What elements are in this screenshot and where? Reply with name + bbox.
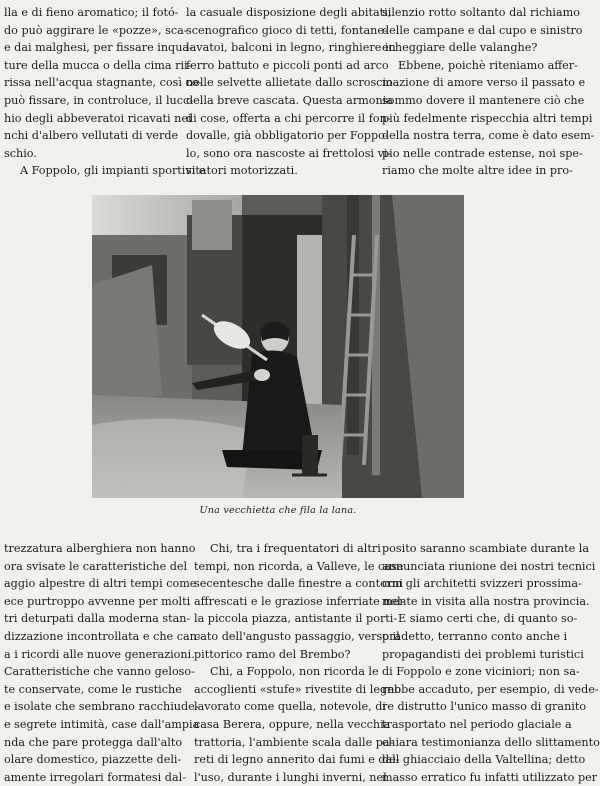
text-line: a i ricordi alle nuove generazioni. xyxy=(4,647,195,661)
text-line: la casuale disposizione degli abitati, xyxy=(186,6,392,19)
text-line: e isolate che sembrano racchiude- xyxy=(4,700,199,714)
text-line: di Foppolo e zone viciniori; non sa- xyxy=(382,665,580,679)
text-line: la piccola piazza, antistante il porti- xyxy=(194,612,398,626)
text-line: olare domestico, piazzette deli- xyxy=(4,753,182,767)
text-line: A Foppolo, gli impianti sportivi e xyxy=(20,164,206,178)
text-line: rebbe accaduto, per esempio, di vede- xyxy=(382,682,599,696)
text-line: aggio alpestre di altri tempi come xyxy=(4,577,197,591)
text-line: delle campane e dal cupo e sinistro xyxy=(382,23,583,37)
text-line: della breve cascata. Questa armonia xyxy=(186,93,393,107)
text-line: chiara testimonianza dello slittamento xyxy=(382,735,600,749)
text-line: propagandisti dei problemi turistici xyxy=(382,647,584,661)
text-line: schio. xyxy=(4,146,37,160)
text-line: mazione di amore verso il passato e xyxy=(382,76,586,90)
text-line: più fedelmente rispecchia altri tempi xyxy=(382,111,593,125)
text-line: Caratteristiche che vanno geloso- xyxy=(4,665,195,679)
text-line: rissa nell'acqua stagnante, così co- xyxy=(4,76,203,90)
text-line: ora svisate le caratteristiche del xyxy=(4,559,188,573)
text-line: reti di legno annerito dai fumi e dal- xyxy=(194,753,400,767)
text-line: nda che pare protegga dall'alto xyxy=(4,735,183,749)
text-line: Ebbene, poichè riteniamo affer- xyxy=(398,58,578,72)
bottom-column-middle xyxy=(194,540,405,786)
text-line: sitatori motorizzati. xyxy=(186,164,298,178)
photograph-old-woman-spinning xyxy=(92,195,464,498)
text-line: trezzatura alberghiera non hanno xyxy=(4,542,196,555)
text-line: dovalle, già obbligatorio per Foppo- xyxy=(186,129,389,143)
text-line: re distrutto l'unico masso di granito xyxy=(382,700,587,714)
text-line: secentesche dalle finestre a contorni xyxy=(194,577,403,591)
text-line: e segrete intimità, case dall'ampia xyxy=(4,717,200,731)
text-line: te conservate, come le rustiche xyxy=(4,682,182,696)
text-line: dizzazione incontrollata e che can- xyxy=(4,629,201,643)
text-line: Chi, a Foppolo, non ricorda le xyxy=(210,665,379,679)
text-line: tri deturpati dalla moderna stan- xyxy=(4,612,191,626)
text-line: pio nelle contrade estense, noi spe- xyxy=(382,146,583,160)
text-line: lo, sono ora nascoste ai frettolosi vi- xyxy=(186,146,392,160)
bottom-column-left xyxy=(4,540,201,786)
top-column-middle xyxy=(186,4,396,180)
text-line: ture della mucca o della cima rii- xyxy=(4,58,192,72)
text-line: masso erratico fu infatti utilizzato per xyxy=(382,770,598,784)
text-line: accoglienti «stufe» rivestite di legno xyxy=(194,682,402,696)
text-line: mente in visita alla nostra provincia. xyxy=(382,594,590,608)
text-line: con gli architetti svizzeri prossima- xyxy=(382,577,582,591)
top-column-left xyxy=(4,4,206,180)
text-line: pittorico ramo del Brembo? xyxy=(194,647,351,661)
text-line: casa Berera, oppure, nella vecchia xyxy=(194,717,391,731)
text-line: silenzio rotto soltanto dal richiamo xyxy=(382,6,581,19)
text-line: Chi, tra i frequentatori di altri xyxy=(210,542,381,555)
text-line: del ghiacciaio della Valtellina; detto xyxy=(382,753,586,767)
text-line: l'uso, durante i lunghi inverni, nel xyxy=(194,770,387,784)
text-line: lavatoi, balconi in legno, ringhiere in xyxy=(186,41,396,55)
text-line: nelle selvette allietate dallo scroscio xyxy=(186,76,393,90)
photo-caption: Una vecchietta che fila la lana. xyxy=(199,505,357,516)
text-line: trattoria, l'ambiente scala dalle pa- xyxy=(194,735,394,749)
text-line: lavorato come quella, notevole, di xyxy=(194,700,386,714)
text-line: E siamo certi che, di quanto so- xyxy=(398,612,578,626)
text-line: hio degli abbeveratoi ricavati nei xyxy=(4,111,192,125)
text-line: nchi d'albero vellutati di verde xyxy=(4,129,179,143)
text-line: scenografico gioco di tetti, fontane- xyxy=(186,23,388,37)
text-line: di cose, offerta a chi percorre il fon- xyxy=(186,111,391,125)
text-line: echeggiare delle valanghe? xyxy=(382,41,538,55)
text-line: riamo che molte altre idee in pro- xyxy=(382,164,573,178)
text-line: lla e di fieno aromatico; il fotó- xyxy=(4,6,179,19)
text-line: posito saranno scambiate durante la xyxy=(382,542,590,555)
text-line: può fissare, in controluce, il lucc- xyxy=(4,93,194,107)
text-line: ece purtroppo avvenne per molti xyxy=(4,594,191,608)
text-line: cato dell'angusto passaggio, verso il xyxy=(194,629,400,643)
text-line: pradetto, terranno conto anche i xyxy=(382,629,568,643)
text-line: della nostra terra, come è dato esem- xyxy=(382,129,595,143)
top-column-right xyxy=(382,4,595,180)
bottom-column-right xyxy=(382,540,600,786)
text-line: amente irregolari formatesi dal- xyxy=(4,770,186,784)
text-line: affrescati e le graziose inferriate nel- xyxy=(194,594,405,608)
text-line: sommo dovere il mantenere ciò che xyxy=(382,93,585,107)
text-line: e dai malghesi, per fissare inqua- xyxy=(4,41,193,55)
text-line: annunciata riunione dei nostri tecnici xyxy=(382,559,596,573)
text-line: trasportato nel periodo glaciale a xyxy=(382,717,572,731)
text-line: tempi, non ricorda, a Valleve, le case xyxy=(194,559,404,573)
text-line: do può aggirare le «pozze», sca- xyxy=(4,23,188,37)
text-line: ferro battuto e piccoli ponti ad arco xyxy=(186,58,389,72)
